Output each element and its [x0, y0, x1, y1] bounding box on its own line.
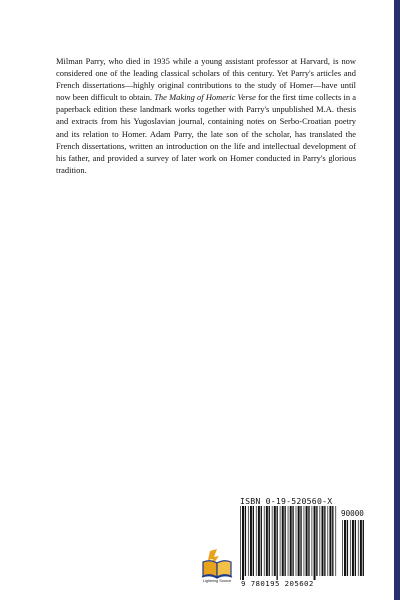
book-lightning-icon [200, 548, 234, 580]
ean-digits: 9 780195 205602 [241, 579, 314, 588]
price-code: 90000 [341, 509, 364, 518]
isbn-barcode [238, 496, 366, 592]
spine-edge [394, 0, 400, 600]
description-part-2: for the first time collects in a paperback edition these landmark works together with Parry's unpublished M.A. thesis and extracts from his Yugoslavian journal, containing notes on Serbo-Croatian poetry and its relation to Homer. Adam Parry, the late son of the scholar, has translated the French dissertations, written an introduction on the life and intellectual development of his father, and provided a survey of later work on Homer conducted in Parry's glorious tradition. [56, 92, 356, 175]
book-title-italic: The Making of Homeric Verse [154, 92, 256, 103]
book-description [56, 55, 356, 176]
isbn-number: ISBN 0-19-520560-X [240, 496, 333, 506]
logo-caption: Lightning Source [202, 579, 232, 583]
lightning-source-logo [200, 548, 234, 588]
description-part-1: Milman Parry, who died in 1935 while a young assistant professor at Harvard, is now considered one of the leading classical scholars of this century. Yet Parry's articles and French dissertations—highly original contributions to the study of Homer—have until now been difficult to obtain. [56, 56, 356, 103]
